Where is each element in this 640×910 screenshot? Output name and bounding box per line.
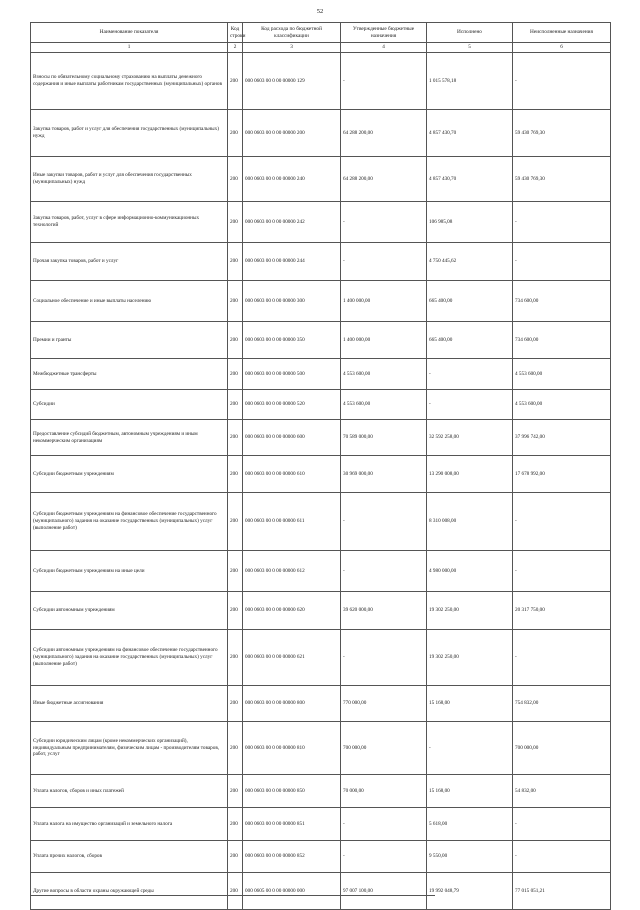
row-executed: 19 302 250,00 xyxy=(427,592,513,630)
row-unexecuted: - xyxy=(513,551,611,592)
table-row xyxy=(31,359,611,390)
table-row xyxy=(31,808,611,841)
row-approved: 4 553 600,00 xyxy=(341,390,427,420)
column-header: Утвержденные бюджетные назначения xyxy=(341,23,427,43)
row-code: 200 xyxy=(228,110,243,157)
row-kbk: 000 0603 00 0 00 00000 800 xyxy=(243,686,341,722)
row-code: 200 xyxy=(228,873,243,910)
column-number: 4 xyxy=(341,43,427,53)
row-unexecuted: 20 317 750,00 xyxy=(513,592,611,630)
row-kbk: 000 0603 00 0 00 00000 520 xyxy=(243,390,341,420)
row-code: 200 xyxy=(228,493,243,551)
table-row xyxy=(31,390,611,420)
row-executed: 4 857 430,70 xyxy=(427,110,513,157)
row-unexecuted: - xyxy=(513,630,611,686)
row-unexecuted: 54 832,00 xyxy=(513,775,611,808)
row-name: Субсидии автономным учреждениям на финансовое обеспечение государственного (муниципального) задания на оказание государственных (муниципальных) услуг (выполнение работ) xyxy=(31,630,228,686)
row-approved: 39 620 000,00 xyxy=(341,592,427,630)
row-kbk: 000 0603 00 0 00 00000 611 xyxy=(243,493,341,551)
row-kbk: 000 0603 00 0 00 00000 600 xyxy=(243,420,341,456)
row-approved: - xyxy=(341,243,427,281)
row-kbk: 000 0603 00 0 00 00000 242 xyxy=(243,202,341,243)
table-row xyxy=(31,322,611,359)
column-number: 3 xyxy=(243,43,341,53)
row-code: 200 xyxy=(228,202,243,243)
row-kbk: 000 0605 00 0 00 00000 000 xyxy=(243,873,341,910)
row-unexecuted: - xyxy=(513,808,611,841)
row-executed: - xyxy=(427,359,513,390)
row-unexecuted: 734 600,00 xyxy=(513,322,611,359)
row-approved: 70 000,00 xyxy=(341,775,427,808)
table-row xyxy=(31,775,611,808)
table-row xyxy=(31,281,611,322)
row-name: Прочая закупка товаров, работ и услуг xyxy=(31,243,228,281)
row-code: 200 xyxy=(228,420,243,456)
column-header: Код расхода по бюджетной классификации xyxy=(243,23,341,43)
row-unexecuted: - xyxy=(513,493,611,551)
table-row xyxy=(31,592,611,630)
row-unexecuted: 37 996 742,00 xyxy=(513,420,611,456)
column-header: Код строки xyxy=(228,23,243,43)
table-row xyxy=(31,686,611,722)
row-approved: 4 553 600,00 xyxy=(341,359,427,390)
row-approved: - xyxy=(341,551,427,592)
row-executed: 5 618,00 xyxy=(427,808,513,841)
row-code: 200 xyxy=(228,390,243,420)
row-unexecuted: - xyxy=(513,53,611,110)
table-row xyxy=(31,157,611,202)
table-header-row xyxy=(31,23,611,43)
row-name: Субсидии бюджетным учреждениям на иные цели xyxy=(31,551,228,592)
row-executed: - xyxy=(427,390,513,420)
row-code: 200 xyxy=(228,359,243,390)
column-header: Наименование показателя xyxy=(31,23,228,43)
row-executed: 15 168,00 xyxy=(427,686,513,722)
table-row xyxy=(31,420,611,456)
row-approved: - xyxy=(341,53,427,110)
row-kbk: 000 0603 00 0 00 00000 200 xyxy=(243,110,341,157)
row-name: Уплата прочих налогов, сборов xyxy=(31,841,228,873)
row-approved: - xyxy=(341,808,427,841)
row-kbk: 000 0603 00 0 00 00000 621 xyxy=(243,630,341,686)
page-bottom-rule xyxy=(30,895,435,896)
row-kbk: 000 0603 00 0 00 00000 852 xyxy=(243,841,341,873)
row-name: Другие вопросы в области охраны окружающей среды xyxy=(31,873,228,910)
row-code: 200 xyxy=(228,53,243,110)
row-approved: 64 288 200,00 xyxy=(341,110,427,157)
row-executed: 32 592 258,00 xyxy=(427,420,513,456)
row-unexecuted: 59 430 769,30 xyxy=(513,110,611,157)
row-kbk: 000 0603 00 0 00 00000 350 xyxy=(243,322,341,359)
row-code: 200 xyxy=(228,456,243,493)
row-unexecuted: 59 430 769,30 xyxy=(513,157,611,202)
row-unexecuted: 4 553 600,00 xyxy=(513,390,611,420)
row-unexecuted: 700 000,00 xyxy=(513,722,611,775)
row-unexecuted: 17 678 992,00 xyxy=(513,456,611,493)
row-name: Субсидии xyxy=(31,390,228,420)
row-name: Субсидии бюджетным учреждениям на финансовое обеспечение государственного (муниципального) задания на оказание государственных (муниципальных) услуг (выполнение работ) xyxy=(31,493,228,551)
row-executed: 19 992 048,79 xyxy=(427,873,513,910)
row-code: 200 xyxy=(228,630,243,686)
row-approved: 700 000,00 xyxy=(341,722,427,775)
row-executed: 4 857 430,70 xyxy=(427,157,513,202)
row-executed: 15 168,00 xyxy=(427,775,513,808)
table-row xyxy=(31,456,611,493)
table-row xyxy=(31,493,611,551)
row-executed: 106 985,08 xyxy=(427,202,513,243)
row-code: 200 xyxy=(228,808,243,841)
table-row xyxy=(31,243,611,281)
row-kbk: 000 0603 00 0 00 00000 129 xyxy=(243,53,341,110)
column-number: 5 xyxy=(427,43,513,53)
row-code: 200 xyxy=(228,722,243,775)
row-approved: 97 007 100,00 xyxy=(341,873,427,910)
row-kbk: 000 0603 00 0 00 00000 810 xyxy=(243,722,341,775)
row-approved: - xyxy=(341,493,427,551)
row-code: 200 xyxy=(228,592,243,630)
row-code: 200 xyxy=(228,686,243,722)
row-executed: 4 750 445,62 xyxy=(427,243,513,281)
row-approved: 30 969 000,00 xyxy=(341,456,427,493)
row-executed: - xyxy=(427,722,513,775)
row-approved: - xyxy=(341,202,427,243)
row-name: Субсидии автономным учреждениям xyxy=(31,592,228,630)
row-code: 200 xyxy=(228,243,243,281)
row-executed: 665 400,00 xyxy=(427,281,513,322)
row-name: Закупка товаров, работ и услуг для обеспечения государственных (муниципальных) нужд xyxy=(31,110,228,157)
row-name: Уплата налога на имущество организаций и земельного налога xyxy=(31,808,228,841)
row-executed: 8 310 008,00 xyxy=(427,493,513,551)
row-approved: 64 288 200,00 xyxy=(341,157,427,202)
row-unexecuted: - xyxy=(513,243,611,281)
row-code: 200 xyxy=(228,281,243,322)
row-code: 200 xyxy=(228,322,243,359)
row-executed: 9 550,00 xyxy=(427,841,513,873)
row-kbk: 000 0603 00 0 00 00000 244 xyxy=(243,243,341,281)
row-code: 200 xyxy=(228,157,243,202)
row-kbk: 000 0603 00 0 00 00000 610 xyxy=(243,456,341,493)
row-name: Иные бюджетные ассигнования xyxy=(31,686,228,722)
row-name: Социальное обеспечение и иные выплаты населению xyxy=(31,281,228,322)
row-kbk: 000 0603 00 0 00 00000 500 xyxy=(243,359,341,390)
row-name: Межбюджетные трансферты xyxy=(31,359,228,390)
row-name: Субсидии юридическим лицам (кроме некоммерческих организаций), индивидуальным предпринимателям, физическим лицам - производителям товаров, работ, услуг xyxy=(31,722,228,775)
column-number: 1 xyxy=(31,43,228,53)
row-kbk: 000 0603 00 0 00 00000 620 xyxy=(243,592,341,630)
table-row xyxy=(31,202,611,243)
column-number: 2 xyxy=(228,43,243,53)
row-approved: - xyxy=(341,630,427,686)
row-name: Субсидии бюджетным учреждениям xyxy=(31,456,228,493)
budget-execution-table xyxy=(30,22,611,910)
table-row xyxy=(31,551,611,592)
row-unexecuted: 734 600,00 xyxy=(513,281,611,322)
row-kbk: 000 0603 00 0 00 00000 850 xyxy=(243,775,341,808)
page-number: 52 xyxy=(316,8,324,15)
row-executed: 4 980 000,00 xyxy=(427,551,513,592)
row-code: 200 xyxy=(228,551,243,592)
table-row xyxy=(31,110,611,157)
row-code: 200 xyxy=(228,841,243,873)
row-kbk: 000 0603 00 0 00 00000 851 xyxy=(243,808,341,841)
row-kbk: 000 0603 00 0 00 00000 240 xyxy=(243,157,341,202)
row-name: Предоставление субсидий бюджетным, автономным учреждениям и иным некоммерческим организациям xyxy=(31,420,228,456)
table-row xyxy=(31,53,611,110)
table-row xyxy=(31,722,611,775)
row-name: Иные закупки товаров, работ и услуг для обеспечения государственных (муниципальных) нужд xyxy=(31,157,228,202)
row-name: Премии и гранты xyxy=(31,322,228,359)
table-row xyxy=(31,841,611,873)
row-executed: 665 400,00 xyxy=(427,322,513,359)
table-row xyxy=(31,873,611,910)
row-kbk: 000 0603 00 0 00 00000 300 xyxy=(243,281,341,322)
row-approved: - xyxy=(341,841,427,873)
row-unexecuted: - xyxy=(513,202,611,243)
row-unexecuted: 4 553 600,00 xyxy=(513,359,611,390)
row-unexecuted: 754 832,00 xyxy=(513,686,611,722)
row-name: Уплата налогов, сборов и иных платежей xyxy=(31,775,228,808)
row-name: Закупка товаров, работ, услуг в сфере информационно-коммуникационных технологий xyxy=(31,202,228,243)
table-row xyxy=(31,630,611,686)
row-approved: 770 000,00 xyxy=(341,686,427,722)
row-executed: 1 015 578,18 xyxy=(427,53,513,110)
row-executed: 19 302 250,00 xyxy=(427,630,513,686)
column-number-row xyxy=(31,43,611,53)
row-unexecuted: 77 015 051,21 xyxy=(513,873,611,910)
row-name: Взносы по обязательному социальному страхованию на выплаты денежного содержания и иные выплаты работникам государственных (муниципальных) органов xyxy=(31,53,228,110)
row-approved: 70 589 000,00 xyxy=(341,420,427,456)
column-header: Исполнено xyxy=(427,23,513,43)
column-number: 6 xyxy=(513,43,611,53)
row-code: 200 xyxy=(228,775,243,808)
column-header: Неисполненные назначения xyxy=(513,23,611,43)
row-executed: 13 290 008,00 xyxy=(427,456,513,493)
row-approved: 1 400 000,00 xyxy=(341,281,427,322)
row-unexecuted: - xyxy=(513,841,611,873)
row-approved: 1 400 000,00 xyxy=(341,322,427,359)
row-kbk: 000 0603 00 0 00 00000 612 xyxy=(243,551,341,592)
